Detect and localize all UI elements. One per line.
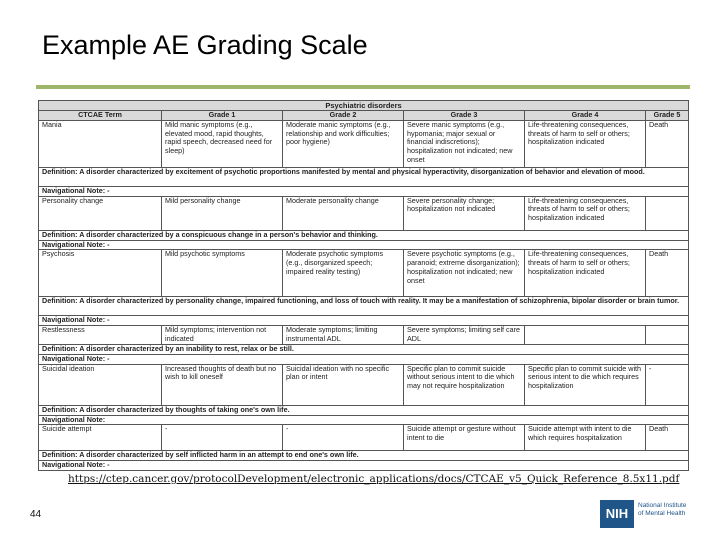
column-header: Grade 2 <box>283 111 404 121</box>
grade-cell: Severe symptoms; limiting self care ADL <box>404 326 525 345</box>
grade-cell: Severe personality change; hospitalization not indicated <box>404 196 525 230</box>
slide-title: Example AE Grading Scale <box>42 30 368 60</box>
term-cell: Suicide attempt <box>39 425 162 451</box>
grade-cell: Moderate symptoms; limiting instrumental ADL <box>283 326 404 345</box>
table-row <box>39 425 689 451</box>
grade-cell: Life-threatening consequences, threats of harm to self or others; hospitalization indicated <box>525 120 646 167</box>
definition-cell: Definition: A disorder characterized by self inflicted harm in an attempt to end one's own life. <box>39 451 689 461</box>
definition-cell: Definition: A disorder characterized by personality change, impaired functioning, and loss of touch with reality. It may be a manifestation of schizophrenia, bipolar disorder or brain tumor. <box>39 297 689 316</box>
term-cell: Suicidal ideation <box>39 364 162 405</box>
grade-cell: Life-threatening consequences, threats of harm to self or others; hospitalization indicated <box>525 250 646 297</box>
term-cell: Psychosis <box>39 250 162 297</box>
term-cell: Restlessness <box>39 326 162 345</box>
grade-cell: Suicide attempt or gesture without intent to die <box>404 425 525 451</box>
navigational-note: Navigational Note: <box>39 415 689 425</box>
definition-cell: Definition: A disorder characterized by an inability to rest, relax or be still. <box>39 344 689 354</box>
grade-cell: Mild symptoms; intervention not indicated <box>162 326 283 345</box>
table-row <box>39 326 689 345</box>
grade-cell <box>646 196 689 230</box>
grade-cell: Life-threatening consequences, threats of harm to self or others; hospitalization indicated <box>525 196 646 230</box>
navigational-note: Navigational Note: - <box>39 240 689 250</box>
grade-cell: - <box>283 425 404 451</box>
grade-cell: Moderate personality change <box>283 196 404 230</box>
table-row <box>39 196 689 230</box>
reference-link[interactable]: https://ctep.cancer.gov/protocolDevelopment/electronic_applications/docs/CTCAE_v5_Quick_Reference_8.5x11.pdf <box>68 473 680 485</box>
grade-cell: Death <box>646 250 689 297</box>
ctcae-table <box>38 100 689 471</box>
definition-cell: Definition: A disorder characterized by thoughts of taking one's own life. <box>39 405 689 415</box>
table-row <box>39 120 689 167</box>
definition-cell: Definition: A disorder characterized by a conspicuous change in a person's behavior and thinking. <box>39 230 689 240</box>
grade-cell: Specific plan to commit suicide with serious intent to die which requires hospitalization <box>525 364 646 405</box>
navigational-note: Navigational Note: - <box>39 354 689 364</box>
grade-cell: - <box>162 425 283 451</box>
grade-cell: Moderate manic symptoms (e.g., relationship and work difficulties; poor hygiene) <box>283 120 404 167</box>
column-header: Grade 4 <box>525 111 646 121</box>
grade-cell <box>646 326 689 345</box>
grade-cell: Mild psychotic symptoms <box>162 250 283 297</box>
column-header: Grade 3 <box>404 111 525 121</box>
table-row <box>39 364 689 405</box>
grade-cell: Severe manic symptoms (e.g., hypomania; major sexual or financial indiscretions); hospitalization not indicated; new onset <box>404 120 525 167</box>
navigational-note: Navigational Note: - <box>39 316 689 326</box>
grade-cell: Moderate psychotic symptoms (e.g., disorganized speech; impaired reality testing) <box>283 250 404 297</box>
logo-line-2: of Mental Health <box>638 510 686 518</box>
page-number: 44 <box>30 509 42 520</box>
term-cell: Mania <box>39 120 162 167</box>
table-row <box>39 250 689 297</box>
column-header: Grade 1 <box>162 111 283 121</box>
logo-line-1: National Institute <box>638 502 687 509</box>
grade-cell: Suicide attempt with intent to die which requires hospitalization <box>525 425 646 451</box>
grade-cell: Death <box>646 425 689 451</box>
nih-logo-mark: NIH <box>600 500 634 528</box>
nih-logo-text <box>638 502 694 519</box>
grade-cell: Mild manic symptoms (e.g., elevated mood, rapid thoughts, rapid speech, decreased need for sleep) <box>162 120 283 167</box>
grade-cell: Suicidal ideation with no specific plan or intent <box>283 364 404 405</box>
navigational-note: Navigational Note: - <box>39 186 689 196</box>
grade-cell <box>525 326 646 345</box>
grade-cell: Mild personality change <box>162 196 283 230</box>
grade-cell: Increased thoughts of death but no wish to kill oneself <box>162 364 283 405</box>
ctcae-table-image <box>38 100 688 471</box>
nimh-logo <box>600 499 694 531</box>
column-header: CTCAE Term <box>39 111 162 121</box>
grade-cell: - <box>646 364 689 405</box>
definition-cell: Definition: A disorder characterized by excitement of psychotic proportions manifested by mental and physical hyperactivity, disorganization of behavior and elevation of mood. <box>39 167 689 186</box>
grade-cell: Severe psychotic symptoms (e.g., paranoid; extreme disorganization); hospitalization not indicated; new onset <box>404 250 525 297</box>
grade-cell: Death <box>646 120 689 167</box>
table-section-title: Psychiatric disorders <box>39 101 689 111</box>
column-header: Grade 5 <box>646 111 689 121</box>
navigational-note: Navigational Note: - <box>39 461 689 471</box>
title-divider <box>36 85 690 89</box>
grade-cell: Specific plan to commit suicide without serious intent to die which may not require hospitalization <box>404 364 525 405</box>
term-cell: Personality change <box>39 196 162 230</box>
